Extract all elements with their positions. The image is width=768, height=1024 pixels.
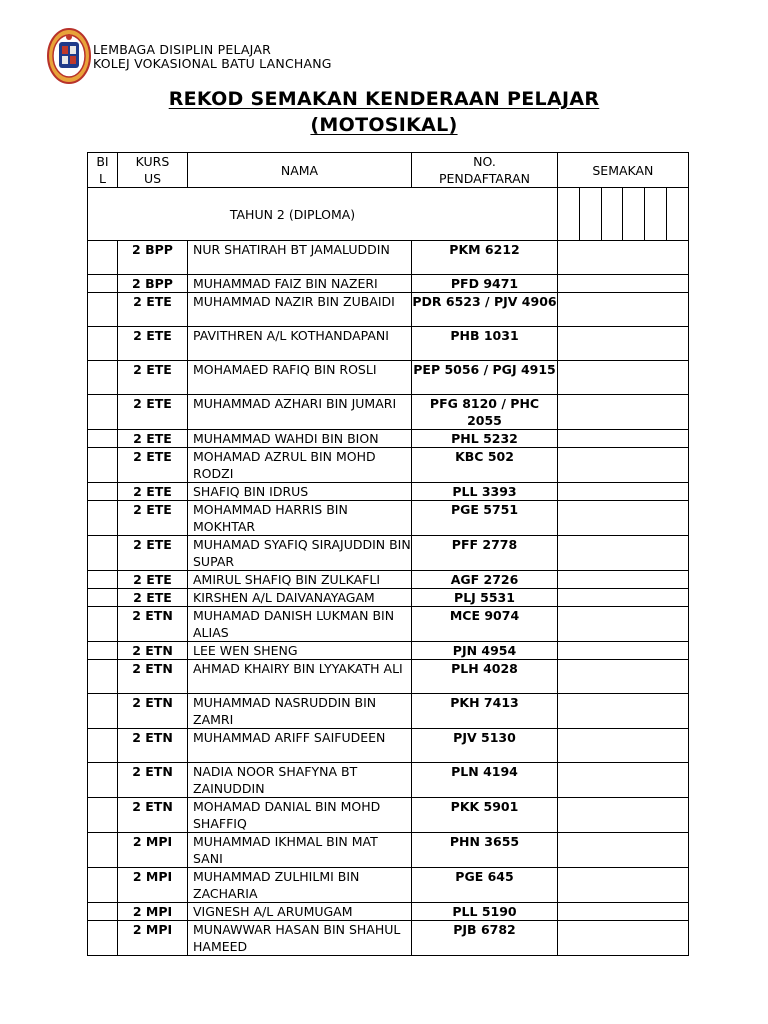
title-line-2: (MOTOSIKAL): [310, 114, 458, 136]
table-row: [88, 448, 689, 483]
kursus-cell: 2 MPI: [118, 921, 188, 956]
bil-cell: [88, 868, 118, 903]
header-semakan: SEMAKAN: [558, 153, 689, 188]
nama-cell: KIRSHEN A/L DAIVANAYAGAM: [188, 589, 412, 607]
semakan-cell[interactable]: [558, 448, 689, 483]
table-row: [88, 501, 689, 536]
header-nama: NAMA: [188, 153, 412, 188]
kursus-cell: 2 ETN: [118, 660, 188, 694]
nama-cell: LEE WEN SHENG: [188, 642, 412, 660]
kursus-cell: 2 MPI: [118, 868, 188, 903]
bil-cell: [88, 241, 118, 275]
nama-cell: VIGNESH A/L ARUMUGAM: [188, 903, 412, 921]
table-row: [88, 660, 689, 694]
kursus-cell: 2 ETE: [118, 327, 188, 361]
no-pendaftaran-cell: PGE 645: [412, 868, 558, 903]
semakan-cell[interactable]: [558, 327, 689, 361]
semakan-cell[interactable]: [558, 589, 689, 607]
kursus-cell: 2 ETE: [118, 536, 188, 571]
bil-cell: [88, 293, 118, 327]
nama-cell: MOHAMAD DANIAL BIN MOHD SHAFFIQ: [188, 798, 412, 833]
nama-cell: MUHAMMAD AZHARI BIN JUMARI: [188, 395, 412, 430]
bil-cell: [88, 275, 118, 293]
no-pendaftaran-cell: AGF 2726: [412, 571, 558, 589]
bil-cell: [88, 448, 118, 483]
table-row: [88, 694, 689, 729]
no-pendaftaran-cell: PLL 5190: [412, 903, 558, 921]
semakan-cell[interactable]: [558, 833, 689, 868]
check-cell[interactable]: [666, 188, 688, 241]
no-pendaftaran-cell: PHB 1031: [412, 327, 558, 361]
no-pendaftaran-cell: PKM 6212: [412, 241, 558, 275]
kursus-cell: 2 ETE: [118, 501, 188, 536]
kursus-cell: 2 ETN: [118, 607, 188, 642]
college-crest-icon: [47, 28, 91, 84]
nama-cell: SHAFIQ BIN IDRUS: [188, 483, 412, 501]
nama-cell: MOHAMMAD HARRIS BIN MOKHTAR: [188, 501, 412, 536]
check-cell[interactable]: [558, 188, 580, 241]
organization-name: [93, 43, 332, 71]
table-row: [88, 430, 689, 448]
table-row: [88, 571, 689, 589]
kursus-cell: 2 ETE: [118, 571, 188, 589]
kursus-cell: 2 ETE: [118, 361, 188, 395]
table-row: [88, 903, 689, 921]
no-pendaftaran-cell: PJN 4954: [412, 642, 558, 660]
bil-cell: [88, 660, 118, 694]
kursus-cell: 2 ETN: [118, 729, 188, 763]
no-pendaftaran-cell: PLN 4194: [412, 763, 558, 798]
kursus-cell: 2 MPI: [118, 833, 188, 868]
nama-cell: MUHAMMAD NAZIR BIN ZUBAIDI: [188, 293, 412, 327]
kursus-cell: 2 ETE: [118, 395, 188, 430]
bil-cell: [88, 694, 118, 729]
nama-cell: MUHAMAD DANISH LUKMAN BIN ALIAS: [188, 607, 412, 642]
nama-cell: MOHAMAED RAFIQ BIN ROSLI: [188, 361, 412, 395]
nama-cell: AHMAD KHAIRY BIN LYYAKATH ALI: [188, 660, 412, 694]
bil-cell: [88, 361, 118, 395]
table-row: [88, 293, 689, 327]
nama-cell: MUHAMMAD WAHDI BIN BION: [188, 430, 412, 448]
kursus-cell: 2 ETN: [118, 763, 188, 798]
no-pendaftaran-cell: PFF 2778: [412, 536, 558, 571]
table-row: [88, 607, 689, 642]
bil-cell: [88, 833, 118, 868]
bil-cell: [88, 430, 118, 448]
no-pendaftaran-cell: PHL 5232: [412, 430, 558, 448]
semakan-cell[interactable]: [558, 395, 689, 430]
table-row: [88, 395, 689, 430]
kursus-cell: 2 BPP: [118, 241, 188, 275]
nama-cell: MUHAMMAD IKHMAL BIN MAT SANI: [188, 833, 412, 868]
bil-cell: [88, 763, 118, 798]
no-pendaftaran-cell: PEP 5056 / PGJ 4915: [412, 361, 558, 395]
table-row: [88, 536, 689, 571]
nama-cell: NUR SHATIRAH BT JAMALUDDIN: [188, 241, 412, 275]
semakan-cell[interactable]: [558, 536, 689, 571]
table-row: [88, 327, 689, 361]
semakan-cell[interactable]: [558, 660, 689, 694]
kursus-cell: 2 ETE: [118, 430, 188, 448]
no-pendaftaran-cell: PJB 6782: [412, 921, 558, 956]
semakan-cell[interactable]: [558, 798, 689, 833]
semakan-cell[interactable]: [558, 293, 689, 327]
kursus-cell: 2 ETE: [118, 589, 188, 607]
no-pendaftaran-cell: PLH 4028: [412, 660, 558, 694]
semakan-cell[interactable]: [558, 501, 689, 536]
nama-cell: MUHAMMAD FAIZ BIN NAZERI: [188, 275, 412, 293]
section-row: [88, 188, 689, 241]
no-pendaftaran-cell: KBC 502: [412, 448, 558, 483]
semakan-cell[interactable]: [558, 607, 689, 642]
nama-cell: MUHAMMAD ZULHILMI BIN ZACHARIA: [188, 868, 412, 903]
semakan-cell[interactable]: [558, 483, 689, 501]
bil-cell: [88, 501, 118, 536]
nama-cell: MUHAMMAD NASRUDDIN BIN ZAMRI: [188, 694, 412, 729]
header-bil: BI L: [88, 153, 118, 188]
semakan-cell[interactable]: [558, 430, 689, 448]
bil-cell: [88, 483, 118, 501]
table-row: [88, 361, 689, 395]
check-cell[interactable]: [645, 188, 667, 241]
bil-cell: [88, 607, 118, 642]
table-row: [88, 729, 689, 763]
no-pendaftaran-cell: PFG 8120 / PHC 2055: [412, 395, 558, 430]
table-row: [88, 763, 689, 798]
nama-cell: AMIRUL SHAFIQ BIN ZULKAFLI: [188, 571, 412, 589]
no-pendaftaran-cell: PDR 6523 / PJV 4906: [412, 293, 558, 327]
semakan-cell[interactable]: [558, 921, 689, 956]
nama-cell: PAVITHREN A/L KOTHANDAPANI: [188, 327, 412, 361]
bil-cell: [88, 921, 118, 956]
semakan-cell[interactable]: [558, 729, 689, 763]
no-pendaftaran-cell: PGE 5751: [412, 501, 558, 536]
vehicle-record-table: [87, 152, 689, 956]
title-line-1: REKOD SEMAKAN KENDERAAN PELAJAR: [168, 88, 600, 110]
nama-cell: MUHAMMAD ARIFF SAIFUDEEN: [188, 729, 412, 763]
kursus-cell: 2 ETE: [118, 293, 188, 327]
kursus-cell: 2 ETN: [118, 694, 188, 729]
nama-cell: NADIA NOOR SHAFYNA BT ZAINUDDIN: [188, 763, 412, 798]
bil-cell: [88, 327, 118, 361]
table-row: [88, 833, 689, 868]
kursus-cell: 2 BPP: [118, 275, 188, 293]
document-subtitle: [0, 114, 768, 136]
table-row: [88, 589, 689, 607]
semakan-cell[interactable]: [558, 868, 689, 903]
table-row: [88, 241, 689, 275]
table-header-row: [88, 153, 689, 188]
bil-cell: [88, 729, 118, 763]
no-pendaftaran-cell: PLL 3393: [412, 483, 558, 501]
nama-cell: MUHAMAD SYAFIQ SIRAJUDDIN BIN SUPAR: [188, 536, 412, 571]
table-row: [88, 642, 689, 660]
no-pendaftaran-cell: PFD 9471: [412, 275, 558, 293]
nama-cell: MOHAMAD AZRUL BIN MOHD RODZI: [188, 448, 412, 483]
bil-cell: [88, 536, 118, 571]
bil-cell: [88, 798, 118, 833]
bil-cell: [88, 642, 118, 660]
table-row: [88, 798, 689, 833]
no-pendaftaran-cell: PHN 3655: [412, 833, 558, 868]
kursus-cell: 2 ETE: [118, 448, 188, 483]
semakan-cell[interactable]: [558, 241, 689, 275]
header-no-pendaftaran: NO. PENDAFTARAN: [412, 153, 558, 188]
no-pendaftaran-cell: PLJ 5531: [412, 589, 558, 607]
no-pendaftaran-cell: MCE 9074: [412, 607, 558, 642]
document-title: [0, 88, 768, 110]
table-row: [88, 275, 689, 293]
check-cell[interactable]: [579, 188, 601, 241]
semakan-cell[interactable]: [558, 903, 689, 921]
table-row: [88, 868, 689, 903]
kursus-cell: 2 ETN: [118, 642, 188, 660]
check-cell[interactable]: [623, 188, 645, 241]
semakan-cell[interactable]: [558, 694, 689, 729]
no-pendaftaran-cell: PKK 5901: [412, 798, 558, 833]
table-row: [88, 483, 689, 501]
semakan-cell[interactable]: [558, 275, 689, 293]
semakan-cell[interactable]: [558, 763, 689, 798]
bil-cell: [88, 903, 118, 921]
bil-cell: [88, 589, 118, 607]
bil-cell: [88, 571, 118, 589]
org-line-2: KOLEJ VOKASIONAL BATU LANCHANG: [93, 56, 332, 71]
semakan-cell[interactable]: [558, 571, 689, 589]
kursus-cell: 2 MPI: [118, 903, 188, 921]
no-pendaftaran-cell: PKH 7413: [412, 694, 558, 729]
org-line-1: LEMBAGA DISIPLIN PELAJAR: [93, 42, 271, 57]
semakan-cell[interactable]: [558, 642, 689, 660]
table-row: [88, 921, 689, 956]
nama-cell: MUNAWWAR HASAN BIN SHAHUL HAMEED: [188, 921, 412, 956]
kursus-cell: 2 ETE: [118, 483, 188, 501]
kursus-cell: 2 ETN: [118, 798, 188, 833]
header-kursus: KURS US: [118, 153, 188, 188]
check-cell[interactable]: [601, 188, 623, 241]
no-pendaftaran-cell: PJV 5130: [412, 729, 558, 763]
section-label: TAHUN 2 (DIPLOMA): [88, 188, 558, 241]
bil-cell: [88, 395, 118, 430]
semakan-cell[interactable]: [558, 361, 689, 395]
